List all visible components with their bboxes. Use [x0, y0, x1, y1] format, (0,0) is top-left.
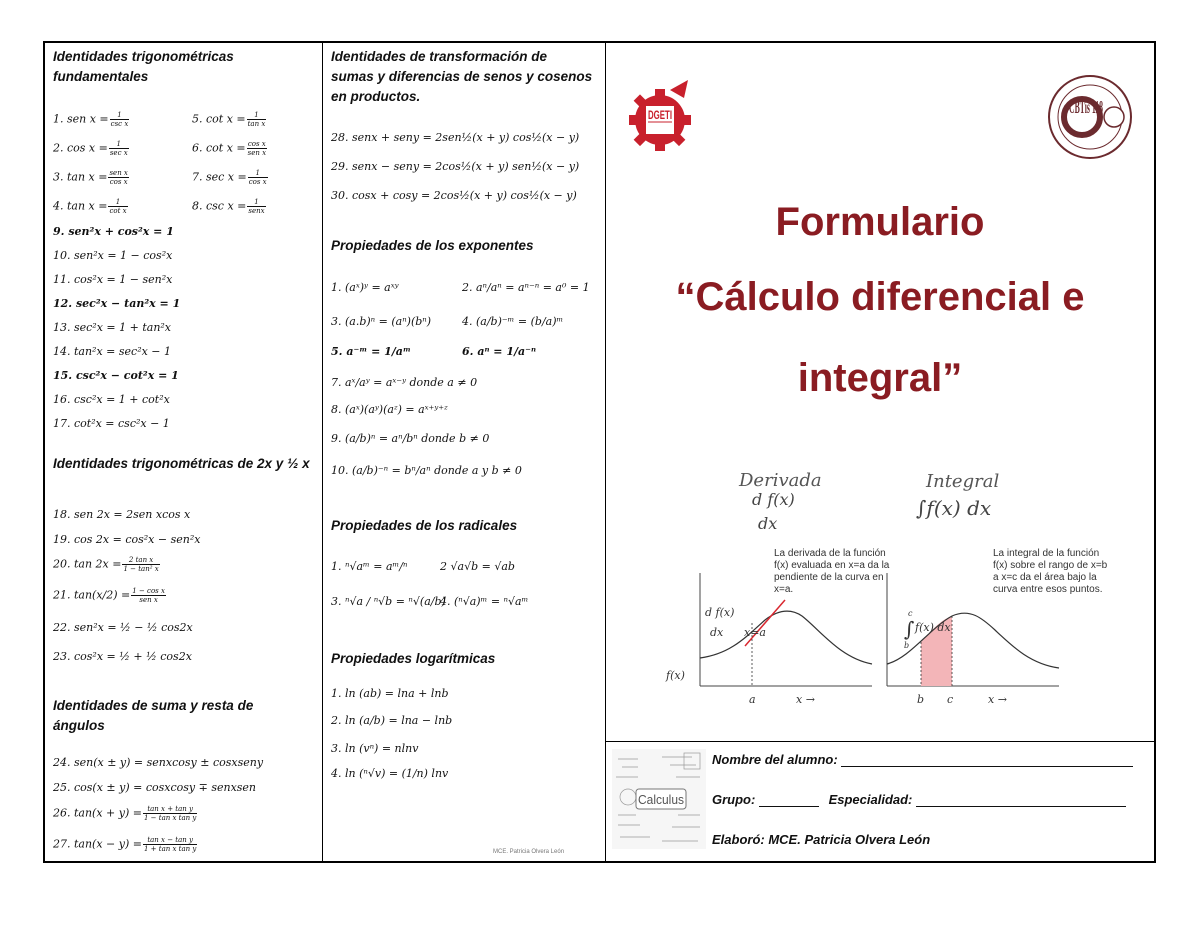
formula-22: 22. sen²x = ½ − ½ cos2x [53, 621, 193, 634]
formula-27: 27. tan(x − y) = $\frac{\text{tan x − tan y}}{\text{1 + tan x tan y}}$ [53, 836, 197, 853]
graph2-lower: b [904, 641, 910, 650]
log-4: 4. ln (ⁿ√v) = (1/n) lnv [331, 767, 449, 780]
integral-heading: Integral [926, 471, 1000, 492]
heading-fundamental-identities: Identidades trigonométricas fundamentales [53, 49, 234, 84]
log-1: 1. ln (ab) = lna + lnb [331, 687, 449, 700]
cbtis-logo [1046, 73, 1134, 161]
formula-14: 14. tan²x = sec²x − 1 [53, 345, 172, 358]
formula-20: 20. tan 2x = $\frac{\text{2 tan x}}{\text{1 − tan² x}}$ [53, 556, 159, 573]
exponent-1: 1. (aˣ)ʸ = aˣʸ [331, 281, 399, 294]
exponent-4: 4. (a/b)⁻ᵐ = (b/a)ᵐ [462, 315, 564, 328]
graph2-integral-sign: ∫ [904, 617, 915, 641]
formula-11: 11. cos²x = 1 − sen²x [53, 273, 173, 286]
exponent-9: 9. (a/b)ⁿ = aⁿ/bⁿ donde b ≠ 0 [331, 432, 490, 445]
heading-sum-to-product: Identidades de transformación de sumas y diferencias de senos y cosenos en productos. [331, 49, 593, 104]
radical-2: 2 √a√b = √ab [440, 560, 515, 573]
column-trig-identities [45, 43, 323, 861]
exponent-7: 7. aˣ/aʸ = aˣ⁻ʸ donde a ≠ 0 [331, 376, 478, 389]
calculus-word: Calculus [638, 792, 685, 807]
student-name-field[interactable] [841, 753, 1133, 767]
integral-caption: La integral de la función f(x) sobre el rango de x=b a x=c da el área bajo la curva entre esos puntos. [993, 548, 1108, 595]
formula-6: 6. cot x = cos x sen x [192, 140, 267, 157]
group-specialty-row [712, 792, 1126, 807]
radical-3: 3. ⁿ√a / ⁿ√b = ⁿ√(a/b) [331, 595, 446, 608]
graph1-fx: f(x) [666, 669, 685, 682]
radical-1: 1. ⁿ√aᵐ = aᵐ/ⁿ [331, 560, 408, 573]
formula-16: 16. csc²x = 1 + cot²x [53, 393, 170, 406]
graph1-a: a [749, 693, 756, 706]
formula-12: 12. sec²x − tan²x = 1 [53, 297, 181, 310]
derivative-formula-num: d f(x) [752, 490, 795, 509]
author-line: Elaboró: MCE. Patricia Olvera León [712, 832, 931, 847]
formula-15: 15. csc²x − cot²x = 1 [53, 369, 179, 382]
heading-exponents: Propiedades de los exponentes [331, 238, 534, 253]
graph2-x: x → [988, 693, 1007, 706]
formula-19: 19. cos 2x = cos²x − sen²x [53, 533, 201, 546]
exponent-5: 5. a⁻ᵐ = 1/aᵐ [331, 345, 411, 358]
graph1-x: x → [796, 693, 815, 706]
formula-7: 7. sec x = $\frac{1}{\text{cos x}}$ [192, 169, 267, 186]
title-integral: integral” [797, 356, 963, 400]
column-properties [323, 43, 606, 861]
student-info-divider [606, 741, 1154, 742]
specialty-label: Especialidad: [828, 792, 913, 807]
formula-28: 28. senx + seny = 2sen½(x + y) cos½(x − y) [331, 131, 580, 144]
derivative-caption: La derivada de la función f(x) evaluada en x=a da la pendiente de la curva en x=a. [774, 548, 890, 595]
graph2-upper: c [908, 609, 913, 618]
specialty-field[interactable] [916, 793, 1126, 807]
group-field[interactable] [759, 793, 819, 807]
derivative-heading: Derivada [739, 470, 822, 491]
graph2-b: b [917, 693, 925, 706]
formula-3: 3. tan x = sen x cos x [53, 169, 128, 186]
formula-30: 30. cosx + cosy = 2cos½(x + y) cos½(x − y) [331, 189, 577, 202]
calculus-image [612, 749, 706, 849]
title-formulario: Formulario [775, 200, 985, 244]
formula-2: 2. cos x = 1 sec x [53, 140, 128, 157]
formula-23: 23. cos²x = ½ + ½ cos2x [53, 650, 192, 663]
seal-icon [1046, 73, 1134, 161]
formula-24: 24. sen(x ± y) = senxcosy ± cosxseny [53, 756, 264, 769]
log-2: 2. ln (a/b) = lna − lnb [331, 714, 453, 727]
graph1-dx: dx [710, 626, 724, 639]
heading-radicals: Propiedades de los radicales [331, 518, 518, 533]
formula-5: 5. cot x = $\frac{1}{\text{tan x}}$ [192, 111, 266, 128]
graph1-df: d f(x) [705, 606, 735, 619]
log-3: 3. ln (vⁿ) = nlnv [331, 742, 419, 755]
graph2-c: c [947, 693, 954, 706]
formulario-sheet [43, 41, 1156, 863]
formula-10: 10. sen²x = 1 − cos²x [53, 249, 173, 262]
formula-18: 18. sen 2x = 2sen xcos x [53, 508, 191, 521]
group-label: Grupo: [712, 792, 756, 807]
calculus-doodle-icon [612, 749, 706, 849]
derivative-graph [700, 573, 872, 686]
exponent-6: 6. aⁿ = 1/a⁻ⁿ [462, 345, 536, 358]
integral-formula: ∫f(x) dx [916, 496, 992, 520]
exponent-8: 8. (aˣ)(aʸ)(aᶻ) = aˣ⁺ʸ⁺ᶻ [331, 403, 448, 416]
dgeti-logo-text: DGETI [648, 108, 672, 122]
radical-4: 4. (ⁿ√a)ᵐ = ⁿ√aᵐ [440, 595, 529, 608]
author-credit: MCE. Patricia Olvera León [493, 849, 565, 855]
exponent-3: 3. (a.b)ⁿ = (aⁿ)(bⁿ) [331, 315, 432, 328]
formula-25: 25. cos(x ± y) = cosxcosy ∓ senxsen [53, 781, 257, 794]
formula-21: 21. tan(x/2) = 1 − cos x sen x [53, 587, 165, 604]
heading-sum-difference: Identidades de suma y resta de ángulos [53, 698, 254, 733]
gear-icon [622, 76, 702, 156]
formula-17: 17. cot²x = csc²x − 1 [53, 417, 170, 430]
formula-13: 13. sec²x = 1 + tan²x [53, 321, 172, 334]
dgeti-logo [622, 76, 702, 156]
formula-1: 1. sen x = 1 csc x [53, 111, 129, 128]
heading-logarithms: Propiedades logarítmicas [331, 651, 496, 666]
exponent-10: 10. (a/b)⁻ⁿ = bⁿ/aⁿ donde a y b ≠ 0 [331, 464, 522, 477]
graph1-xa: x=a [744, 626, 766, 639]
derivative-formula-den: dx [758, 514, 778, 533]
formula-9: 9. sen²x + cos²x = 1 [53, 225, 174, 238]
graph2-fxdx: f(x) dx [915, 621, 951, 634]
formula-4: 4. tan x = $\frac{1}{\text{cot x}}$ [53, 198, 127, 215]
title-calculo: “Cálculo diferencial e [675, 275, 1085, 319]
heading-double-half-angle: Identidades trigonométricas de 2x y ½ x [53, 456, 310, 471]
column-cover [606, 43, 1154, 861]
formula-26: 26. tan(x + y) = $\frac{\text{tan x + tan y}}{\text{1 − tan x tan y}}$ [53, 805, 197, 822]
student-name-row [712, 752, 1133, 767]
student-name-label: Nombre del alumno: [712, 752, 838, 767]
exponent-2: 2. aⁿ/aⁿ = aⁿ⁻ⁿ = a⁰ = 1 [462, 281, 590, 294]
formula-8: 8. csc x = 1 senx [192, 198, 265, 215]
formula-29: 29. senx − seny = 2cos½(x + y) sen½(x − y) [331, 160, 580, 173]
cbtis-logo-text: CBTis 118 [1069, 97, 1103, 117]
